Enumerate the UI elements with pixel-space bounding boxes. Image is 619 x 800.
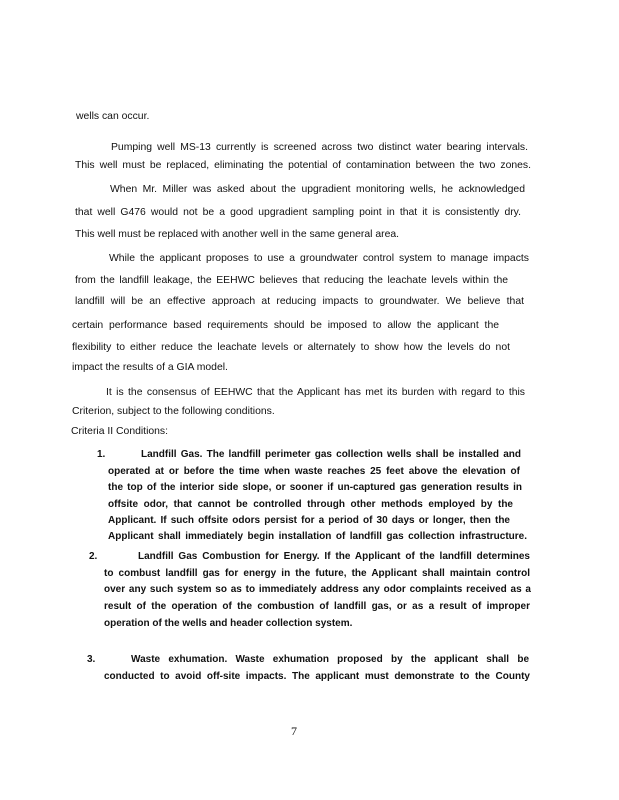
text-line: from the landfill leakage, the EEHWC believes that reducing the leachate levels within the xyxy=(75,275,508,286)
condition-number: 1. xyxy=(97,449,106,460)
condition-number: 2. xyxy=(89,551,98,562)
text-line: offsite odor, that cannot be controlled through other methods employed by the xyxy=(108,499,513,510)
text-line: result of the operation of the combustion of landfill gas, or as a result of improper xyxy=(104,601,530,612)
text-line: When Mr. Miller was asked about the upgradient monitoring wells, he acknowledged xyxy=(110,184,525,195)
text-line: that well G476 would not be a good upgradient sampling point in that it is consistently dry. xyxy=(75,207,521,218)
text-line: wells can occur. xyxy=(76,111,150,122)
text-line: operated at or before the time when waste reaches 25 feet above the elevation of xyxy=(108,466,520,477)
text-line: conducted to avoid off-site impacts. The applicant must demonstrate to the County xyxy=(104,671,530,682)
text-line: This well must be replaced with another well in the same general area. xyxy=(75,229,400,240)
text-line: Waste exhumation. Waste exhumation proposed by the applicant shall be xyxy=(131,654,529,665)
text-line: landfill will be an effective approach at reducing impacts to groundwater. We believe that xyxy=(75,296,524,307)
text-line: Pumping well MS-13 currently is screened across two distinct water bearing intervals. xyxy=(111,142,528,153)
text-line: over any such system so as to immediately address any odor complaints received as a xyxy=(104,584,531,595)
text-line: flexibility to either reduce the leachate levels or alternately to show how the levels do not xyxy=(72,342,510,353)
text-line: Criterion, subject to the following conditions. xyxy=(72,406,275,417)
text-line: certain performance based requirements should be imposed to allow the applicant the xyxy=(72,320,499,331)
text-line: While the applicant proposes to use a groundwater control system to manage impacts xyxy=(109,253,529,264)
text-line: Landfill Gas Combustion for Energy. If the Applicant of the landfill determines xyxy=(138,551,530,562)
text-line: Applicant shall immediately begin installation of landfill gas collection infrastructure. xyxy=(108,531,527,542)
text-line: the top of the interior side slope, or sooner if un-captured gas generation results in xyxy=(108,482,522,493)
text-line: impact the results of a GIA model. xyxy=(72,362,228,373)
text-line: It is the consensus of EEHWC that the Applicant has met its burden with regard to this xyxy=(106,387,525,398)
condition-number: 3. xyxy=(87,654,96,665)
section-heading: Criteria II Conditions: xyxy=(71,426,169,437)
text-line: This well must be replaced, eliminating the potential of contamination between the two zones. xyxy=(75,160,531,171)
text-line: operation of the wells and header collection system. xyxy=(104,618,353,629)
text-line: to combust landfill gas for energy in the future, the Applicant shall maintain control xyxy=(104,568,530,579)
page-number: 7 xyxy=(291,724,297,738)
text-line: Applicant. If such offsite odors persist for a period of 30 days or longer, then the xyxy=(108,515,510,526)
text-line: Landfill Gas. The landfill perimeter gas collection wells shall be installed and xyxy=(141,449,521,460)
